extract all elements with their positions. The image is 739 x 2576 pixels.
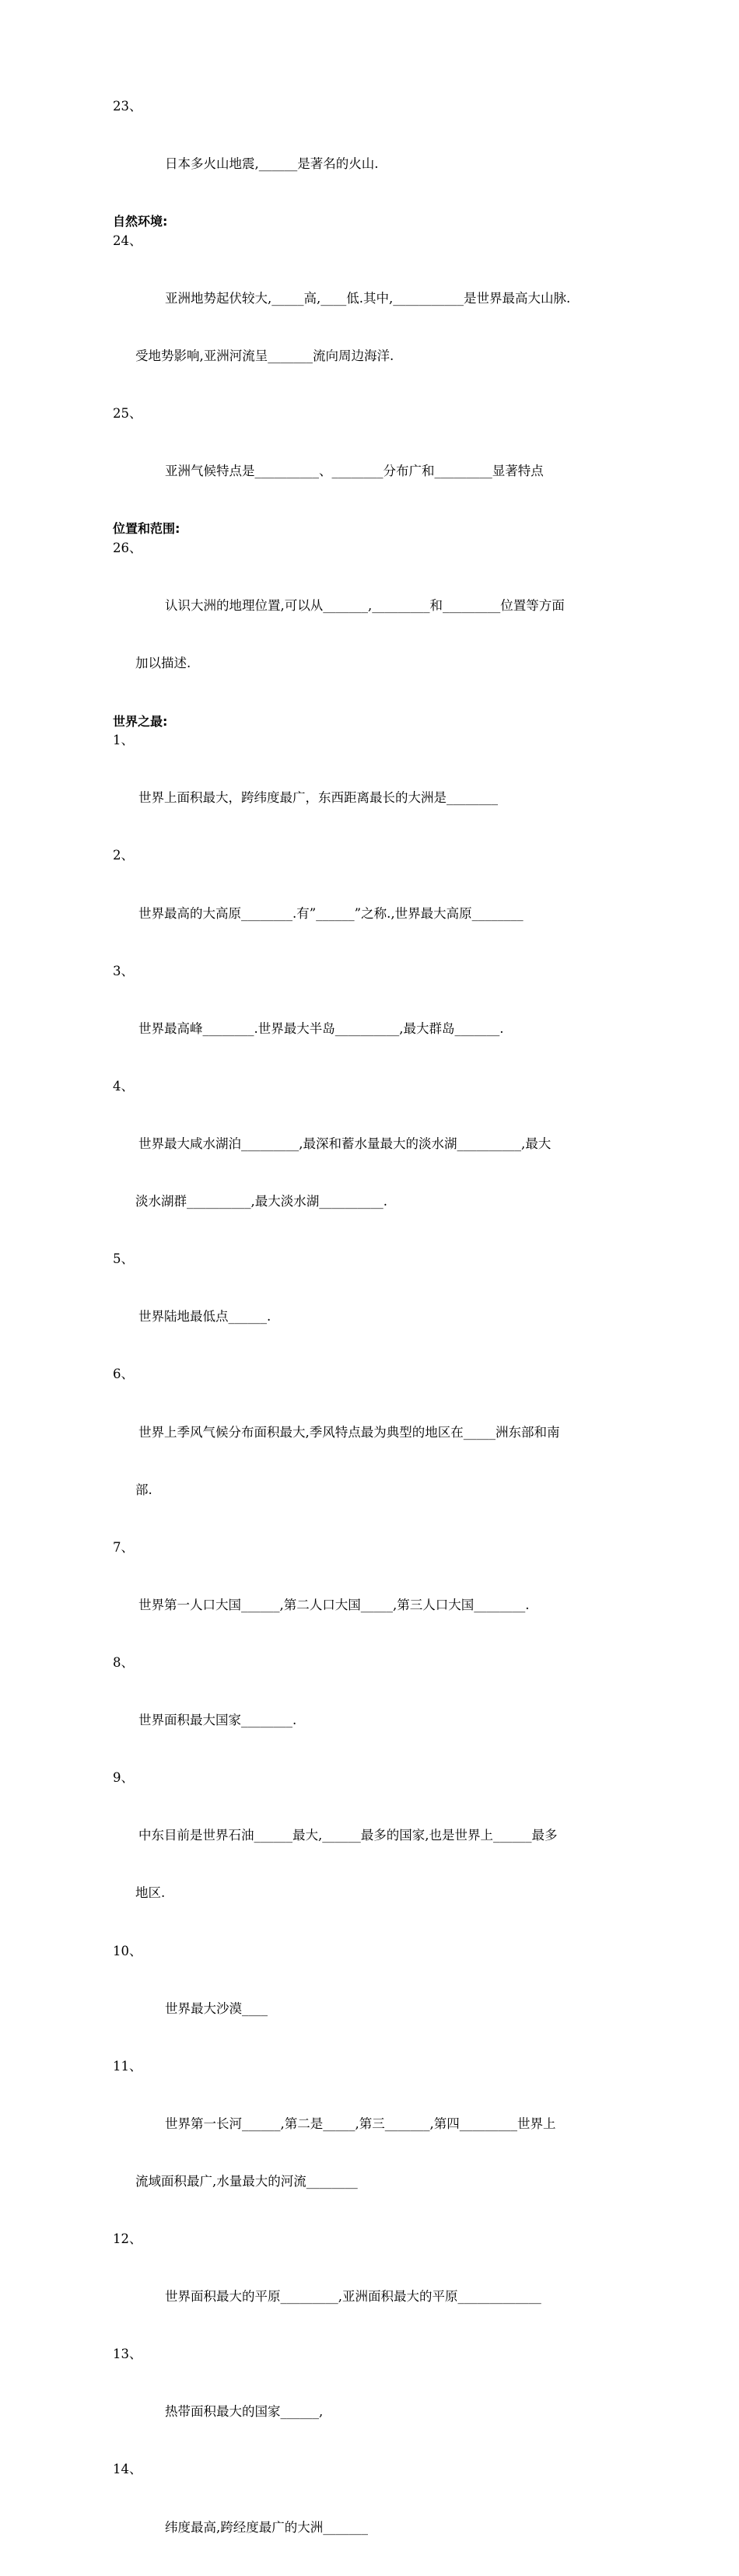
question-text: 世界第一人口大国______,第二人口大国_____,第三人口大国________. xyxy=(138,1597,530,1612)
question-number: 9、 xyxy=(113,1770,134,1786)
section-heading-natural-environment: 自然环境: xyxy=(113,214,168,229)
question-item xyxy=(113,2230,634,2345)
question-text: 纬度最高,跨经度最广的大洲_______ xyxy=(165,2519,368,2535)
question-item xyxy=(113,1769,634,1941)
question-item xyxy=(113,2057,634,2230)
question-text: 世界最高的大高原________.有”______”之称.,世界最大高原________ xyxy=(138,905,524,921)
question-text: 中东目前是世界石油______最大,______最多的国家,也是世界上______最多 xyxy=(138,1828,558,1843)
question-number: 7、 xyxy=(113,1539,134,1555)
question-text: 世界陆地最低点______. xyxy=(138,1309,271,1325)
question-text: 世界最高峰________.世界最大半岛__________,最大群岛_______. xyxy=(138,1020,504,1036)
question-text: 认识大洲的地理位置,可以从_______,_________和_________位置等方面 xyxy=(165,598,565,614)
question-number: 2、 xyxy=(113,848,134,863)
question-item xyxy=(113,232,634,404)
question-item xyxy=(113,1365,634,1538)
question-item xyxy=(113,962,634,1077)
question-text-continued: 受地势影响,亚洲河流呈_______流向周边海洋. xyxy=(135,348,394,364)
question-number: 12、 xyxy=(113,2231,142,2247)
question-text: 亚洲气候特点是__________、________分布广和_________显著特点 xyxy=(165,464,544,479)
question-number: 25、 xyxy=(113,406,142,422)
question-text-continued: 流域面积最广,水量最大的河流________ xyxy=(135,2173,358,2189)
question-item xyxy=(113,1942,634,2057)
question-text: 世界上面积最大，跨纬度最广，东西距离最长的大洲是________ xyxy=(138,790,498,806)
question-text: 世界面积最大国家________. xyxy=(138,1713,297,1728)
question-item xyxy=(113,2460,634,2575)
question-number: 6、 xyxy=(113,1367,134,1382)
question-item xyxy=(113,97,634,212)
question-number: 11、 xyxy=(113,2058,142,2074)
question-item xyxy=(113,539,634,712)
question-number: 10、 xyxy=(113,1943,142,1958)
question-item xyxy=(113,404,634,520)
question-text: 世界面积最大的平原_________,亚洲面积最大的平原_____________ xyxy=(165,2289,541,2305)
question-number: 1、 xyxy=(113,733,134,748)
document-body xyxy=(113,97,634,2576)
question-number: 4、 xyxy=(113,1078,134,1094)
question-text-continued: 淡水湖群__________,最大淡水湖__________. xyxy=(135,1194,387,1209)
question-item xyxy=(113,1538,634,1654)
question-text: 世界最大沙漠____ xyxy=(165,2000,268,2016)
question-text-continued: 加以描述. xyxy=(135,656,191,671)
question-number: 23、 xyxy=(113,99,142,114)
section-heading-world-records: 世界之最: xyxy=(113,713,168,729)
question-number: 5、 xyxy=(113,1251,134,1267)
question-text-continued: 部. xyxy=(135,1482,152,1497)
question-number: 8、 xyxy=(113,1654,134,1670)
question-number: 13、 xyxy=(113,2347,142,2362)
question-text: 热带面积最大的国家______, xyxy=(165,2404,324,2420)
question-item xyxy=(113,1077,634,1250)
question-text: 世界第一长河______,第二是_____,第三_______,第四_________世界上 xyxy=(165,2116,556,2131)
question-item xyxy=(113,846,634,961)
question-number: 14、 xyxy=(113,2462,142,2477)
question-text: 日本多火山地震,______是著名的火山. xyxy=(165,156,379,172)
question-item xyxy=(113,731,634,846)
question-item xyxy=(113,1654,634,1769)
question-number: 24、 xyxy=(113,233,142,248)
question-text: 亚洲地势起伏较大,_____高,____低.其中,___________是世界最高大山脉. xyxy=(165,291,571,306)
question-item xyxy=(113,2345,634,2460)
question-number: 3、 xyxy=(113,963,134,978)
question-item xyxy=(113,1250,634,1365)
question-number: 26、 xyxy=(113,541,142,556)
section-heading-location-and-extent: 位置和范围: xyxy=(113,521,180,537)
question-text: 世界上季风气候分布面积最大,季风特点最为典型的地区在_____洲东部和南 xyxy=(138,1424,560,1440)
question-text: 世界最大咸水湖泊_________,最深和蓄水量最大的淡水湖__________,最大 xyxy=(138,1136,552,1151)
question-text-continued: 地区. xyxy=(135,1885,166,1901)
